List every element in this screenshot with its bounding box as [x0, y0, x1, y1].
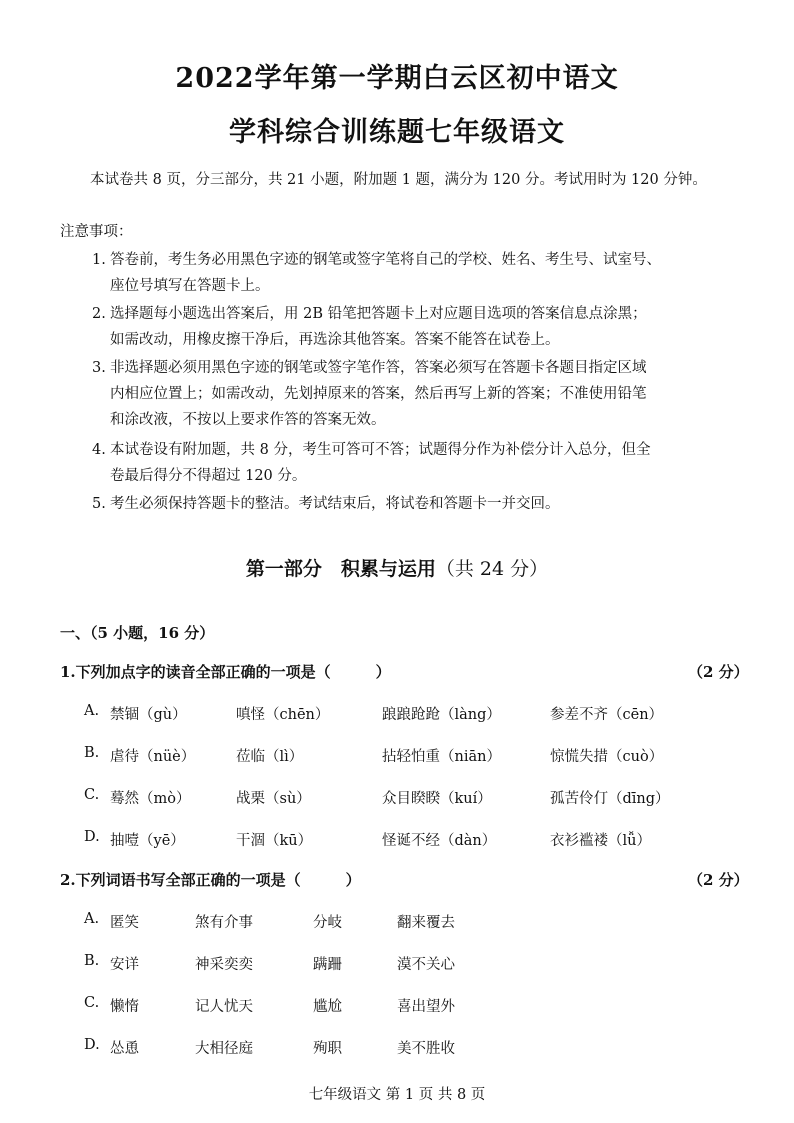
- q1-option-d-item2: 干涸（kū）: [236, 833, 313, 849]
- q1-stem: 1.下列加点字的读音全部正确的一项是（ ）: [60, 663, 391, 681]
- q1-option-b-letter: B.: [84, 745, 100, 761]
- page-title-line1: 2022学年第一学期白云区初中语文: [175, 63, 619, 94]
- note-2-line1: 选择题每小题选出答案后，用 2B 铅笔把答题卡上对应题目选项的答案信息点涂黑；: [110, 306, 647, 322]
- q1-option-a-letter: A.: [84, 703, 100, 719]
- q2-option-d-item4: 美不胜收: [397, 1041, 455, 1057]
- q2-option-b-item4: 漠不关心: [397, 957, 455, 973]
- note-1-line1: 答卷前，考生务必用黑色字迹的钢笔或签字笔将自己的学校、姓名、考生号、试室号、: [110, 252, 661, 268]
- note-4-num: 4.: [92, 442, 106, 458]
- q1-option-c-item4: 孤苦伶仃（dīng）: [550, 791, 670, 807]
- note-3-line3: 和涂改液，不按以上要求作答的答案无效。: [110, 412, 386, 428]
- q1-points: （2 分）: [688, 663, 749, 681]
- note-3-num: 3.: [92, 360, 106, 376]
- q2-option-a-item3: 分岐: [313, 915, 342, 931]
- q2-points: （2 分）: [688, 871, 749, 889]
- q1-option-c-item1: 蓦然（mò）: [110, 791, 191, 807]
- note-4-line1: 本试卷设有附加题，共 8 分，考生可答可不答；试题得分作为补偿分计入总分，但全: [110, 442, 651, 458]
- q1-option-a-item3: 踉踉跄跄（làng）: [382, 707, 501, 723]
- q2-option-c-item2: 记人忧天: [195, 999, 253, 1015]
- note-4-line2: 卷最后得分不得超过 120 分。: [110, 468, 307, 484]
- note-1-line2: 座位号填写在答题卡上。: [110, 278, 270, 294]
- part1-heading: [0, 554, 794, 581]
- q1-option-c-item2: 战栗（sù）: [236, 791, 311, 807]
- q1-option-c-item3: 众目睽睽（kuí）: [382, 791, 492, 807]
- q2-option-a-item1: 匿笑: [110, 915, 139, 931]
- q2-stem: 2.下列词语书写全部正确的一项是（ ）: [60, 871, 361, 889]
- q1-option-b-item1: 虐待（nüè）: [110, 749, 196, 765]
- q1-option-b-item4: 惊慌失措（cuò）: [550, 749, 664, 765]
- q2-option-b-letter: B.: [84, 953, 100, 969]
- q2-option-c-item4: 喜出望外: [397, 999, 455, 1015]
- note-5-line1: 考生必须保持答题卡的整洁。考试结束后，将试卷和答题卡一并交回。: [110, 496, 560, 512]
- note-3-line1: 非选择题必须用黑色字迹的钢笔或签字笔作答，答案必须写在答题卡各题目指定区域: [110, 360, 647, 376]
- page-title-line2: 学科综合训练题七年级语文: [229, 117, 565, 148]
- q2-option-a-item2: 煞有介事: [195, 915, 253, 931]
- note-3-line2: 内相应位置上；如需改动，先划掉原来的答案，然后再写上新的答案；不准使用铅笔: [110, 386, 647, 402]
- intro-text: 本试卷共 8 页，分三部分，共 21 小题，附加题 1 题，满分为 120 分。考试用时为 120 分钟。: [90, 172, 707, 188]
- q2-option-d-item3: 殉职: [313, 1041, 342, 1057]
- q2-option-c-item3: 尴尬: [313, 999, 342, 1015]
- q1-option-d-item4: 衣衫褴褛（lǚ）: [550, 833, 651, 849]
- notice-label: 注意事项：: [60, 224, 133, 240]
- note-5-num: 5.: [92, 496, 106, 512]
- note-2-num: 2.: [92, 306, 106, 322]
- q1-option-a-item1: 禁锢（gù）: [110, 707, 187, 723]
- q2-option-a-item4: 翻来覆去: [397, 915, 455, 931]
- q2-option-a-letter: A.: [84, 911, 100, 927]
- q1-option-b-item3: 拈轻怕重（niān）: [382, 749, 501, 765]
- q2-option-b-item2: 神采奕奕: [195, 957, 253, 973]
- q1-option-d-item3: 怪诞不经（dàn）: [382, 833, 497, 849]
- q2-option-c-item1: 懒惰: [110, 999, 139, 1015]
- q1-option-a-item4: 参差不齐（cēn）: [550, 707, 664, 723]
- q2-option-b-item3: 蹒跚: [313, 957, 342, 973]
- q2-option-d-letter: D.: [84, 1037, 100, 1053]
- q1-option-a-item2: 嗔怪（chēn）: [236, 707, 330, 723]
- part1-title: 第一部分 积累与运用: [245, 558, 436, 580]
- q2-option-d-item2: 大相径庭: [195, 1041, 253, 1057]
- q1-option-c-letter: C.: [84, 787, 100, 803]
- q2-option-d-item1: 怂恿: [110, 1041, 139, 1057]
- q1-option-d-letter: D.: [84, 829, 100, 845]
- note-1-num: 1.: [92, 252, 106, 268]
- q1-option-d-item1: 抽噎（yē）: [110, 833, 185, 849]
- q2-option-b-item1: 安详: [110, 957, 139, 973]
- page-footer: 七年级语文 第 1 页 共 8 页: [308, 1087, 486, 1103]
- section1-label: 一、（5 小题，16 分）: [60, 624, 215, 642]
- q1-option-b-item2: 莅临（lì）: [236, 749, 304, 765]
- note-2-line2: 如需改动，用橡皮擦干净后，再选涂其他答案。答案不能答在试卷上。: [110, 332, 560, 348]
- part1-score: （共 24 分）: [435, 558, 549, 580]
- q2-option-c-letter: C.: [84, 995, 100, 1011]
